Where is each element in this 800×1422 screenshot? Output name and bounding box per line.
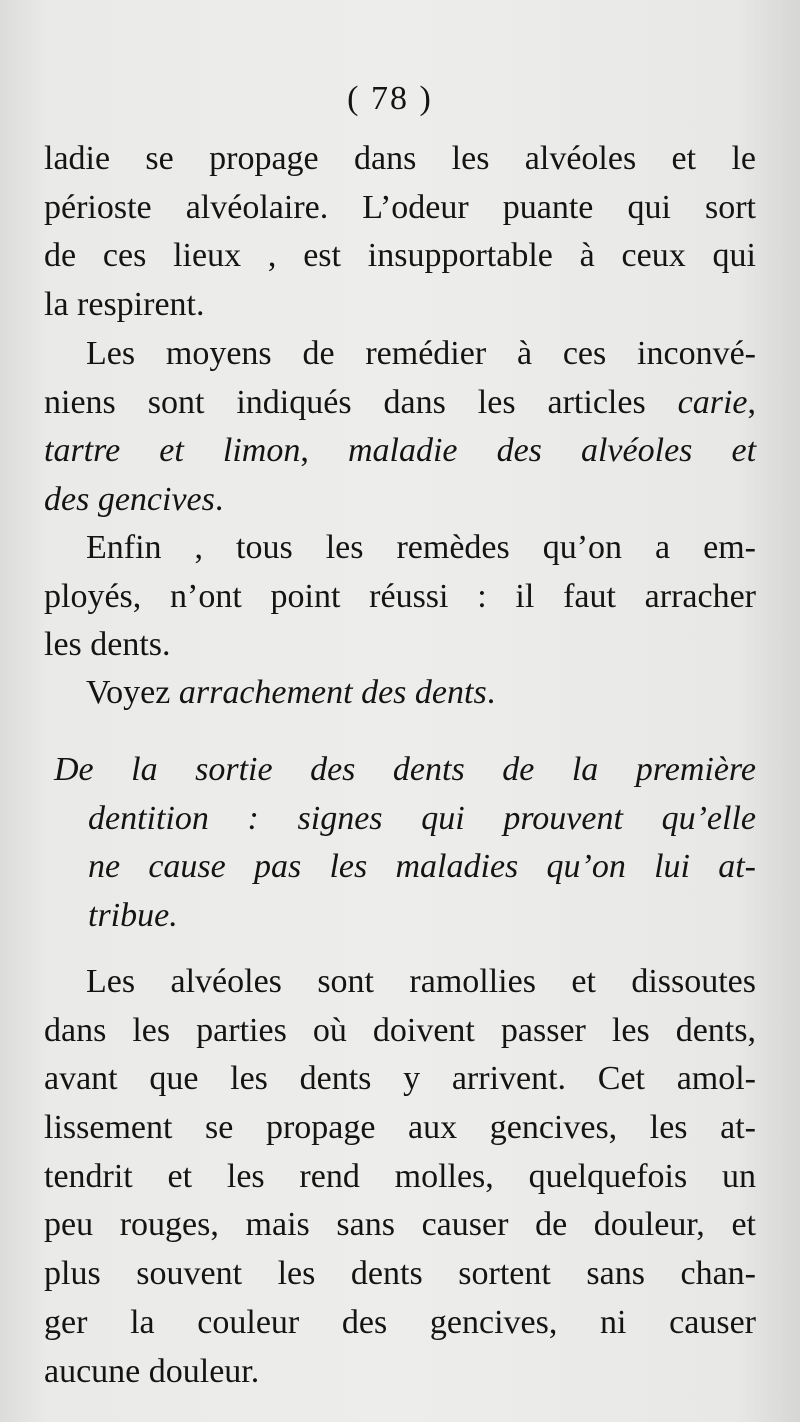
text-segment: , — [300, 432, 348, 470]
text-segment: Voyez — [86, 674, 179, 711]
paragraph-see-also — [44, 669, 756, 718]
text-line: périoste alvéolaire. L’odeur puante qui sort — [44, 188, 756, 226]
text-line: lissement se propage aux gencives, les at- — [44, 1109, 756, 1147]
heading-line: De la sortie des dents de la première — [54, 751, 756, 788]
text-line — [44, 669, 756, 718]
text-line: tendrit et les rend molles, quelquefois un — [44, 1157, 756, 1195]
paragraph-alveoles — [44, 958, 756, 1396]
heading-line: dentition : signes qui prouvent qu’elle — [88, 799, 756, 837]
heading-line: tribue. — [88, 897, 178, 935]
heading-line: ne cause pas les maladies qu’on lui at- — [88, 848, 756, 886]
page-number: ( 78 ) — [347, 80, 433, 117]
text-segment: . — [214, 481, 224, 519]
text-line: ger la couleur des gencives, ni causer — [44, 1303, 756, 1341]
text-line: ladie se propage dans les alvéoles et le — [44, 140, 756, 177]
text-line — [44, 427, 756, 476]
text-line — [44, 476, 756, 525]
paragraph-continuation — [44, 135, 756, 330]
text-line: Les alvéoles sont ramollies et dissoutes — [86, 963, 756, 1000]
text-line: de ces lieux , est insupportable à ceux qui — [44, 237, 756, 275]
text-segment: . — [486, 674, 496, 711]
text-line: ployés, n’ont point réussi : il faut arracher — [44, 577, 756, 615]
paragraph-extraction — [44, 524, 756, 670]
text-line: les dents. — [44, 626, 171, 664]
cross-reference-maladie: maladie des alvéoles et — [347, 432, 757, 470]
text-line: avant que les dents y arrivent. Cet amol- — [44, 1060, 756, 1098]
text-line: aucune douleur. — [44, 1352, 260, 1390]
text-segment: niens sont indiqués dans les articles — [44, 383, 678, 421]
cross-reference-tartre: tartre et limon — [44, 432, 301, 470]
text-line: Les moyens de remédier à ces inconvé- — [86, 335, 756, 372]
cross-reference-arrachement: arrachement des dents — [178, 674, 487, 711]
text-line — [44, 379, 756, 428]
text-line: plus souvent les dents sortent sans chan- — [44, 1255, 756, 1293]
cross-reference-gencives: des gencives — [44, 481, 215, 519]
section-heading — [44, 746, 756, 941]
text-line: peu rouges, mais sans causer de douleur, et — [44, 1206, 756, 1244]
text-line: Enfin , tous les remèdes qu’on a em- — [86, 529, 756, 566]
cross-reference-carie: carie — [677, 383, 748, 421]
paragraph-remedies — [44, 330, 756, 525]
text-segment: , — [747, 383, 756, 421]
text-line: la respirent. — [44, 286, 205, 324]
text-line: dans les parties où doivent passer les dents, — [44, 1011, 756, 1049]
